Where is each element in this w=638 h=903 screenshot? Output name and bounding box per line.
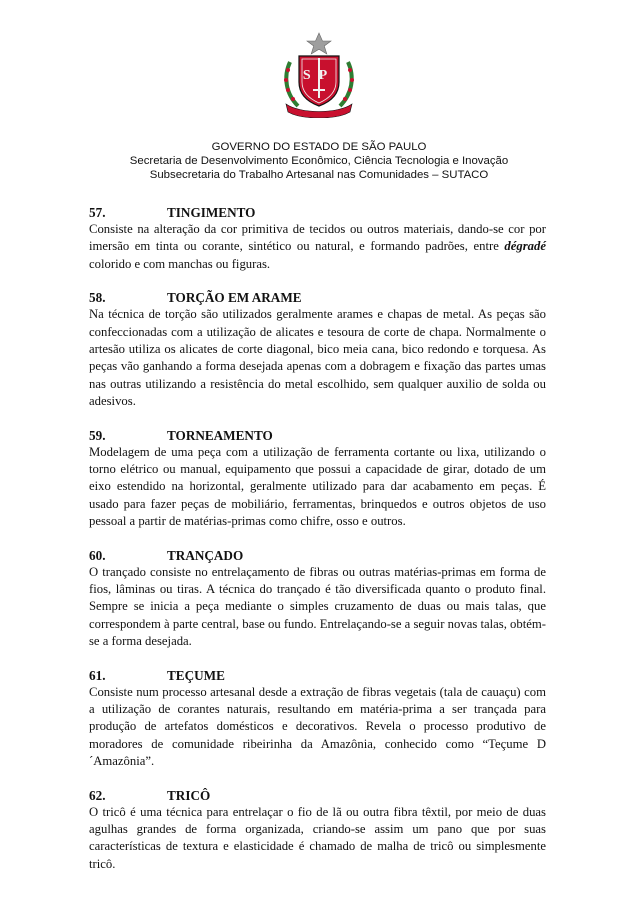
glossary-entry-57 [89, 205, 546, 273]
glossary-entry-59 [89, 428, 546, 530]
glossary-entry-62 [89, 788, 546, 873]
entry-heading [89, 668, 546, 684]
entry-title: TRICÔ [167, 787, 211, 803]
entry-heading [89, 290, 546, 306]
government-header [0, 140, 638, 182]
entry-body: O trançado consiste no entrelaçamento de fibras ou outras matérias-primas em forma de fios, lâminas ou tiras. A técnica do trançado é tão diversificada quanto o produto final. Sempre se inicia a peça mediante o simples cruzamento de duas ou mais talas, que correspondem à parte central, base ou fundo. Entrelaçando-se a seguir novas talas, obtém-se a forma desejada. [89, 564, 546, 648]
entry-title: TEÇUME [167, 667, 225, 683]
entry-body-text-end: colorido e com manchas ou figuras. [89, 256, 271, 271]
entry-title: TRANÇADO [167, 547, 244, 563]
entry-body: Consiste num processo artesanal desde a extração de fibras vegetais (tala de cauaçu) com a utilização de corantes naturais, resultando em matéria-prima a ser trançada para produção de artefatos domésticos e decorativos. Revela o processo produtivo de moradores de comunidade ribeirinha da Amazônia, conhecido como “Teçume D´Amazônia”. [89, 684, 546, 768]
entry-title: TORNEAMENTO [167, 427, 273, 443]
header-subsecretariat: Subsecretaria do Trabalho Artesanal nas Comunidades – SUTACO [149, 169, 489, 181]
entry-body: O tricô é uma técnica para entrelaçar o fio de lã ou outra fibra têxtil, por meio de duas agulhas grandes de forma organizada, criando-se assim um pano que por suas características de textura e elasticidade é chamado de malha de tricô ou simplesmente tricô. [89, 804, 546, 871]
entry-body: Na técnica de torção são utilizados geralmente arames e chapas de metal. As peças são confeccionadas com a utilização de alicates e tesoura de corte de chapa. Normalmente o artesão utiliza os alicates de corte diagonal, bico meia cana, bico redondo e torquesa. As peças vão ganhando a forma desejada apenas com a dobragem e fixação das partes umas nas outras utilizando a resistência do metal escolhido, sem qualquer auxilio de solda ou adesivos. [89, 307, 546, 408]
entry-heading [89, 205, 546, 221]
glossary-entry-58 [89, 290, 546, 410]
entry-number: 57. [89, 205, 106, 220]
entry-heading [89, 788, 546, 804]
sao-paulo-coat-of-arms-emblem [280, 32, 358, 118]
header-secretariat: Secretaria de Desenvolvimento Econômico, Ciência Tecnologia e Inovação [129, 155, 509, 167]
entry-number: 59. [89, 427, 106, 443]
entry-number: 61. [89, 667, 106, 683]
entry-title: TORÇÃO EM ARAME [167, 290, 302, 306]
glossary-entry-60 [89, 548, 546, 650]
entry-body [89, 221, 546, 273]
glossary-entry-61 [89, 668, 546, 770]
entry-number: 60. [89, 547, 106, 563]
entry-heading [89, 428, 546, 444]
star-icon [307, 33, 331, 54]
entry-body-text: Consiste na alteração da cor primitiva de tecidos ou outros materiais, dando-se cor por imersão em tinta ou corante, sintético ou natural, e formando padrões, entre [89, 222, 546, 254]
header-government-title: GOVERNO DO ESTADO DE SÃO PAULO [211, 141, 427, 153]
glossary-content [89, 205, 546, 890]
entry-title: TINGIMENTO [167, 205, 256, 220]
emblem-initials: SP [302, 68, 336, 83]
entry-number: 62. [89, 787, 106, 803]
entry-heading [89, 548, 546, 564]
entry-body-emphasis: dégradé [504, 239, 546, 254]
entry-body: Modelagem de uma peça com a utilização de ferramenta cortante ou lixa, utilizando o torno elétrico ou manual, equipamento que possui a capacidade de girar, dotado de um eixo estendido na horizontal, geralmente utilizado para dar acabamento em peças. É usado para fazer peças de mobiliário, ferramentas, brinquedos e outros objetos de uso pessoal a partir de matérias-primas como chifre, osso e outros. [89, 444, 546, 528]
entry-number: 58. [89, 290, 106, 306]
